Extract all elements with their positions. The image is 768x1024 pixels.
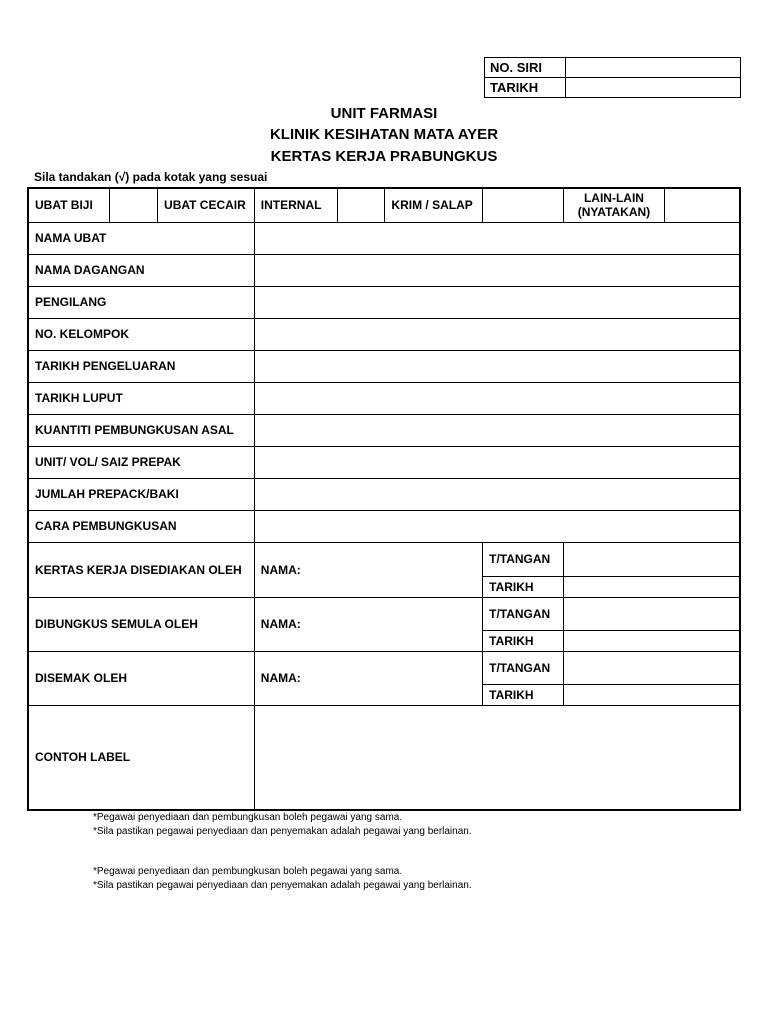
- nama-ubat-field[interactable]: [254, 222, 740, 254]
- nama-dagangan-field[interactable]: [254, 254, 740, 286]
- disediakan-ttangan-field[interactable]: [564, 542, 740, 576]
- disemak-label: DISEMAK OLEH: [28, 651, 254, 705]
- dibungkus-label: DIBUNGKUS SEMULA OLEH: [28, 597, 254, 651]
- tarikh-field[interactable]: [566, 78, 741, 98]
- jumlah-prepack-field[interactable]: [254, 478, 740, 510]
- cara-pembungkusan-field[interactable]: [254, 510, 740, 542]
- disediakan-label: KERTAS KERJA DISEDIAKAN OLEH: [28, 542, 254, 597]
- serial-date-box: [484, 57, 741, 98]
- no-siri-field[interactable]: [566, 58, 741, 78]
- form-title: KERTAS KERJA PRABUNGKUS: [270, 148, 498, 165]
- kuantiti-field[interactable]: [254, 414, 740, 446]
- lain-lain-text: LAIN-LAIN: [583, 191, 644, 206]
- cara-pembungkusan-label: CARA PEMBUNGKUSAN: [28, 510, 254, 542]
- nama-dagangan-label: NAMA DAGANGAN: [28, 254, 254, 286]
- pengilang-label: PENGILANG: [28, 286, 254, 318]
- disemak-nama-field[interactable]: NAMA:: [254, 651, 482, 705]
- disemak-tarikh-label: TARIKH: [483, 684, 564, 705]
- disediakan-nama-field[interactable]: NAMA:: [254, 542, 482, 597]
- tarikh-pengeluaran-field[interactable]: [254, 350, 740, 382]
- ubat-biji-checkbox[interactable]: [110, 188, 158, 222]
- note-2-repeat: *Sila pastikan pegawai penyediaan dan penyemakan adalah pegawai yang berlainan.: [93, 880, 472, 891]
- tarikh-pengeluaran-label: TARIKH PENGELUARAN: [28, 350, 254, 382]
- disemak-ttangan-label: T/TANGAN: [483, 651, 564, 684]
- dibungkus-tarikh-label: TARIKH: [483, 630, 564, 651]
- tarikh-label: TARIKH: [485, 78, 566, 98]
- note-2: *Sila pastikan pegawai penyediaan dan penyemakan adalah pegawai yang berlainan.: [93, 826, 472, 837]
- no-kelompok-field[interactable]: [254, 318, 740, 350]
- contoh-label-label: CONTOH LABEL: [28, 705, 254, 810]
- dibungkus-ttangan-label: T/TANGAN: [483, 597, 564, 630]
- internal-label: INTERNAL: [254, 188, 337, 222]
- disemak-ttangan-field[interactable]: [564, 651, 740, 684]
- note-1: *Pegawai penyediaan dan pembungkusan boleh pegawai yang sama.: [93, 812, 403, 823]
- tarikh-luput-field[interactable]: [254, 382, 740, 414]
- unit-vol-saiz-label: UNIT/ VOL/ SAIZ PREPAK: [28, 446, 254, 478]
- kuantiti-label: KUANTITI PEMBUNGKUSAN ASAL: [28, 414, 254, 446]
- note-1-repeat: *Pegawai penyediaan dan pembungkusan boleh pegawai yang sama.: [93, 866, 403, 877]
- ubat-biji-label: UBAT BIJI: [28, 188, 110, 222]
- dibungkus-ttangan-field[interactable]: [564, 597, 740, 630]
- disemak-tarikh-field[interactable]: [564, 684, 740, 705]
- jumlah-prepack-label: JUMLAH PREPACK/BAKI: [28, 478, 254, 510]
- internal-checkbox[interactable]: [337, 188, 385, 222]
- dibungkus-nama-field[interactable]: NAMA:: [254, 597, 482, 651]
- instruction-text: Sila tandakan (√) pada kotak yang sesuai: [34, 170, 268, 184]
- no-siri-label: NO. SIRI: [485, 58, 566, 78]
- krim-salap-label: KRIM / SALAP: [385, 188, 483, 222]
- unit-vol-saiz-field[interactable]: [254, 446, 740, 478]
- lain-lain-label: [564, 188, 665, 222]
- disediakan-ttangan-label: T/TANGAN: [483, 542, 564, 576]
- unit-title: UNIT FARMASI: [330, 105, 438, 122]
- pengilang-field[interactable]: [254, 286, 740, 318]
- lain-lain-checkbox[interactable]: [664, 188, 740, 222]
- no-kelompok-label: NO. KELOMPOK: [28, 318, 254, 350]
- krim-salap-checkbox[interactable]: [483, 188, 564, 222]
- tarikh-luput-label: TARIKH LUPUT: [28, 382, 254, 414]
- disediakan-tarikh-field[interactable]: [564, 576, 740, 597]
- clinic-title: KLINIK KESIHATAN MATA AYER: [269, 126, 499, 143]
- disediakan-tarikh-label: TARIKH: [483, 576, 564, 597]
- nama-ubat-label: NAMA UBAT: [28, 222, 254, 254]
- dibungkus-tarikh-field[interactable]: [564, 630, 740, 651]
- worksheet-table: [27, 187, 741, 811]
- contoh-label-field[interactable]: [254, 705, 740, 810]
- nyatakan-text: (NYATAKAN): [577, 205, 651, 220]
- ubat-cecair-label: UBAT CECAIR: [158, 188, 255, 222]
